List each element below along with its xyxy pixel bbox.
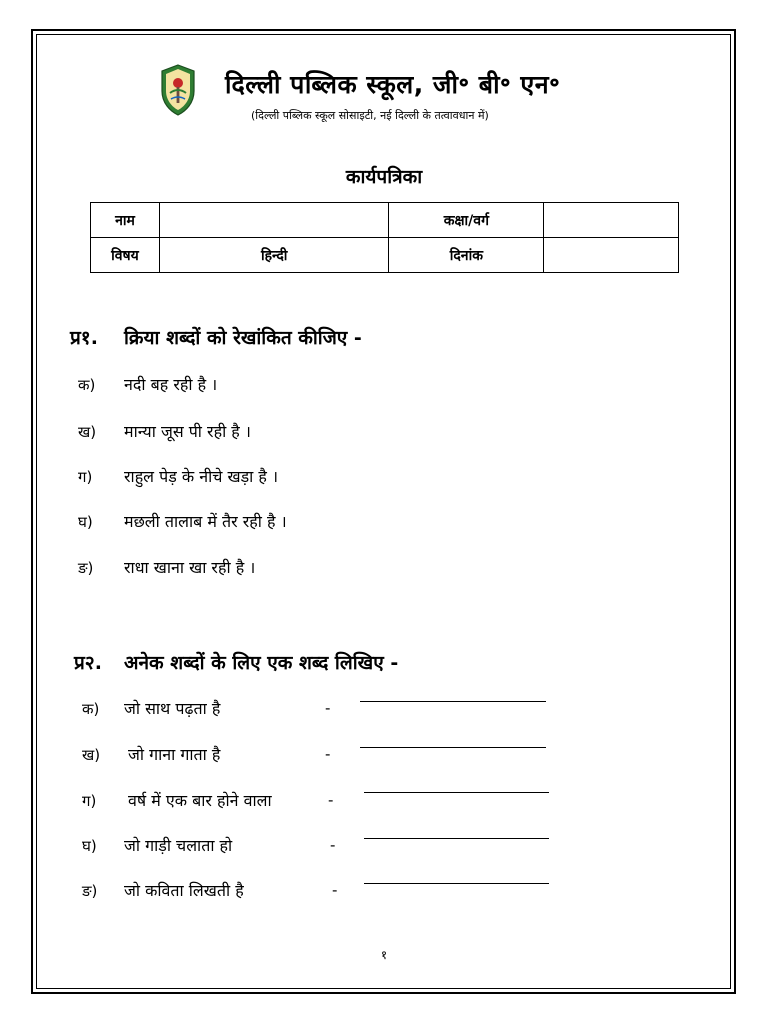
q1-item-text: मछली तालाब में तैर रही है । [124, 512, 287, 531]
class-label: कक्षा/वर्ग [389, 203, 544, 238]
subject-value: हिन्दी [159, 238, 389, 273]
q2-item-mark: ख) [82, 746, 101, 764]
subject-label: विषय [91, 238, 160, 273]
q2-item-dash: - [332, 881, 338, 899]
q2-item-text: जो गाना गाता है [128, 745, 221, 764]
student-info-table [90, 202, 679, 273]
q2-item-mark: ग) [82, 792, 97, 810]
question-1-number: प्र१. [70, 327, 98, 349]
q1-item-text: राधा खाना खा रही है । [124, 558, 256, 577]
q1-item-text: मान्या जूस पी रही है । [124, 422, 251, 441]
answer-line [364, 883, 549, 884]
worksheet-title: कार्यपत्रिका [345, 166, 423, 188]
q2-item-text: जो साथ पढ़ता है [124, 699, 221, 718]
date-label: दिनांक [389, 238, 544, 273]
date-value [544, 238, 679, 273]
question-1-heading: क्रिया शब्दों को रेखांकित कीजिए - [124, 327, 362, 349]
q2-item-dash: - [325, 745, 331, 763]
q1-item-text: राहुल पेड़ के नीचे खड़ा है । [124, 467, 279, 486]
class-value [544, 203, 679, 238]
answer-line [360, 747, 546, 748]
q2-item-mark: क) [82, 700, 100, 718]
q1-item-mark: ग) [78, 468, 93, 486]
answer-line [364, 792, 549, 793]
page-number: १ [380, 948, 388, 962]
q2-item-text: जो कविता लिखती है [124, 881, 244, 900]
q2-item-mark: घ) [82, 837, 97, 855]
answer-line [364, 838, 549, 839]
q2-item-dash: - [328, 791, 334, 809]
q2-item-text: वर्ष में एक बार होने वाला [128, 791, 272, 810]
name-label: नाम [91, 203, 160, 238]
q2-item-text: जो गाड़ी चलाता हो [124, 836, 233, 855]
school-name: दिल्ली पब्लिक स्कूल, जी॰ बी॰ एन॰ [225, 70, 561, 99]
q1-item-text: नदी बह रही है । [124, 375, 218, 394]
school-subtitle: (दिल्ली पब्लिक स्कूल सोसाइटी, नई दिल्ली के तत्वावधान में) [251, 109, 489, 122]
q2-item-mark: ङ) [82, 882, 98, 900]
school-logo-icon [158, 63, 198, 117]
q1-item-mark: ख) [78, 423, 97, 441]
question-2-number: प्र२. [74, 652, 102, 674]
q1-item-mark: ङ) [78, 559, 94, 577]
answer-line [360, 701, 546, 702]
question-2-heading: अनेक शब्दों के लिए एक शब्द लिखिए - [124, 652, 399, 674]
q2-item-dash: - [325, 699, 331, 717]
q1-item-mark: घ) [78, 513, 93, 531]
q2-item-dash: - [330, 836, 336, 854]
q1-item-mark: क) [78, 376, 96, 394]
name-value [159, 203, 389, 238]
